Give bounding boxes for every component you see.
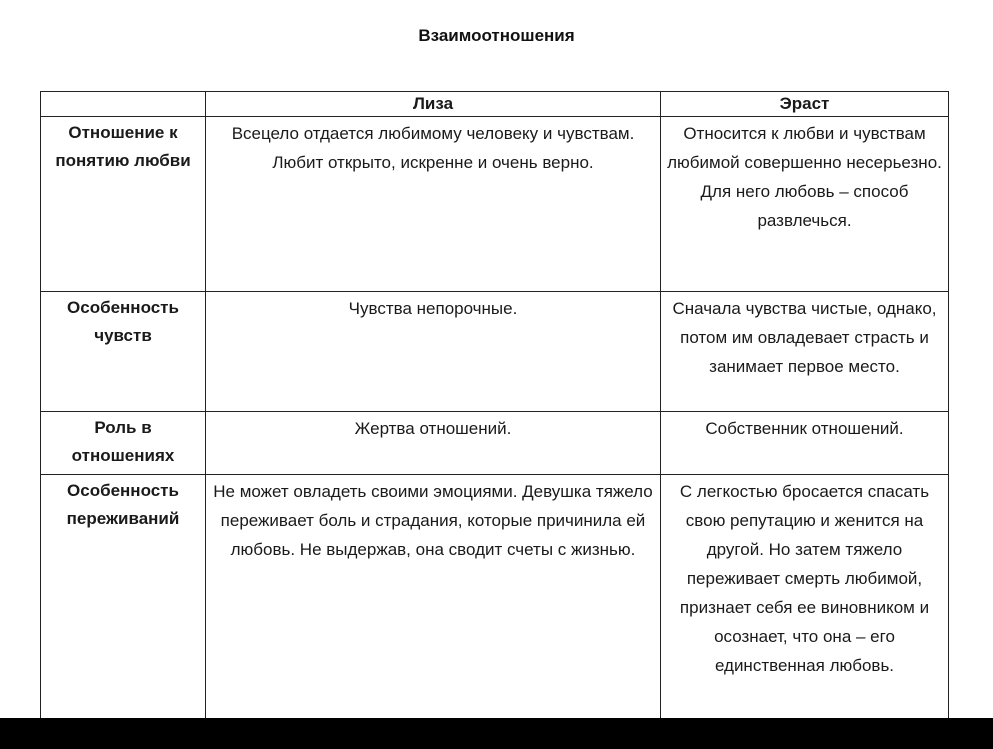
cell-erast: С легкостью бросается спасать свою репутацию и женится на другой. Но затем тяжело переживает смерть любимой, признает себя ее виновником и осознает, что она – его единственная любовь.: [661, 475, 949, 719]
table-row: [41, 412, 949, 475]
row-label: Особенность переживаний: [41, 475, 206, 719]
header-empty-cell: [41, 92, 206, 117]
cell-liza: Всецело отдается любимому человеку и чувствам. Любит открыто, искренне и очень верно.: [206, 117, 661, 292]
row-label: Отношение к понятию любви: [41, 117, 206, 292]
cell-liza: Чувства непорочные.: [206, 292, 661, 412]
cell-erast: Относится к любви и чувствам любимой совершенно несерьезно. Для него любовь – способ развлечься.: [661, 117, 949, 292]
row-label: Особенность чувств: [41, 292, 206, 412]
cell-liza: Жертва отношений.: [206, 412, 661, 475]
header-erast: Эраст: [661, 92, 949, 117]
cell-erast: Собственник отношений.: [661, 412, 949, 475]
document-title: Взаимоотношения: [418, 26, 575, 45]
cell-erast: Сначала чувства чистые, однако, потом им овладевает страсть и занимает первое место.: [661, 292, 949, 412]
table-header-row: [41, 92, 949, 117]
bottom-black-strip: [0, 718, 993, 749]
table-row: [41, 292, 949, 412]
cell-liza: Не может овладеть своими эмоциями. Девушка тяжело переживает боль и страдания, которые причинила ей любовь. Не выдержав, она сводит счеты с жизнью.: [206, 475, 661, 719]
relationship-table: [40, 91, 949, 718]
header-liza: Лиза: [206, 92, 661, 117]
table-row: [41, 117, 949, 292]
table-row: [41, 475, 949, 719]
row-label: Роль в отношениях: [41, 412, 206, 475]
